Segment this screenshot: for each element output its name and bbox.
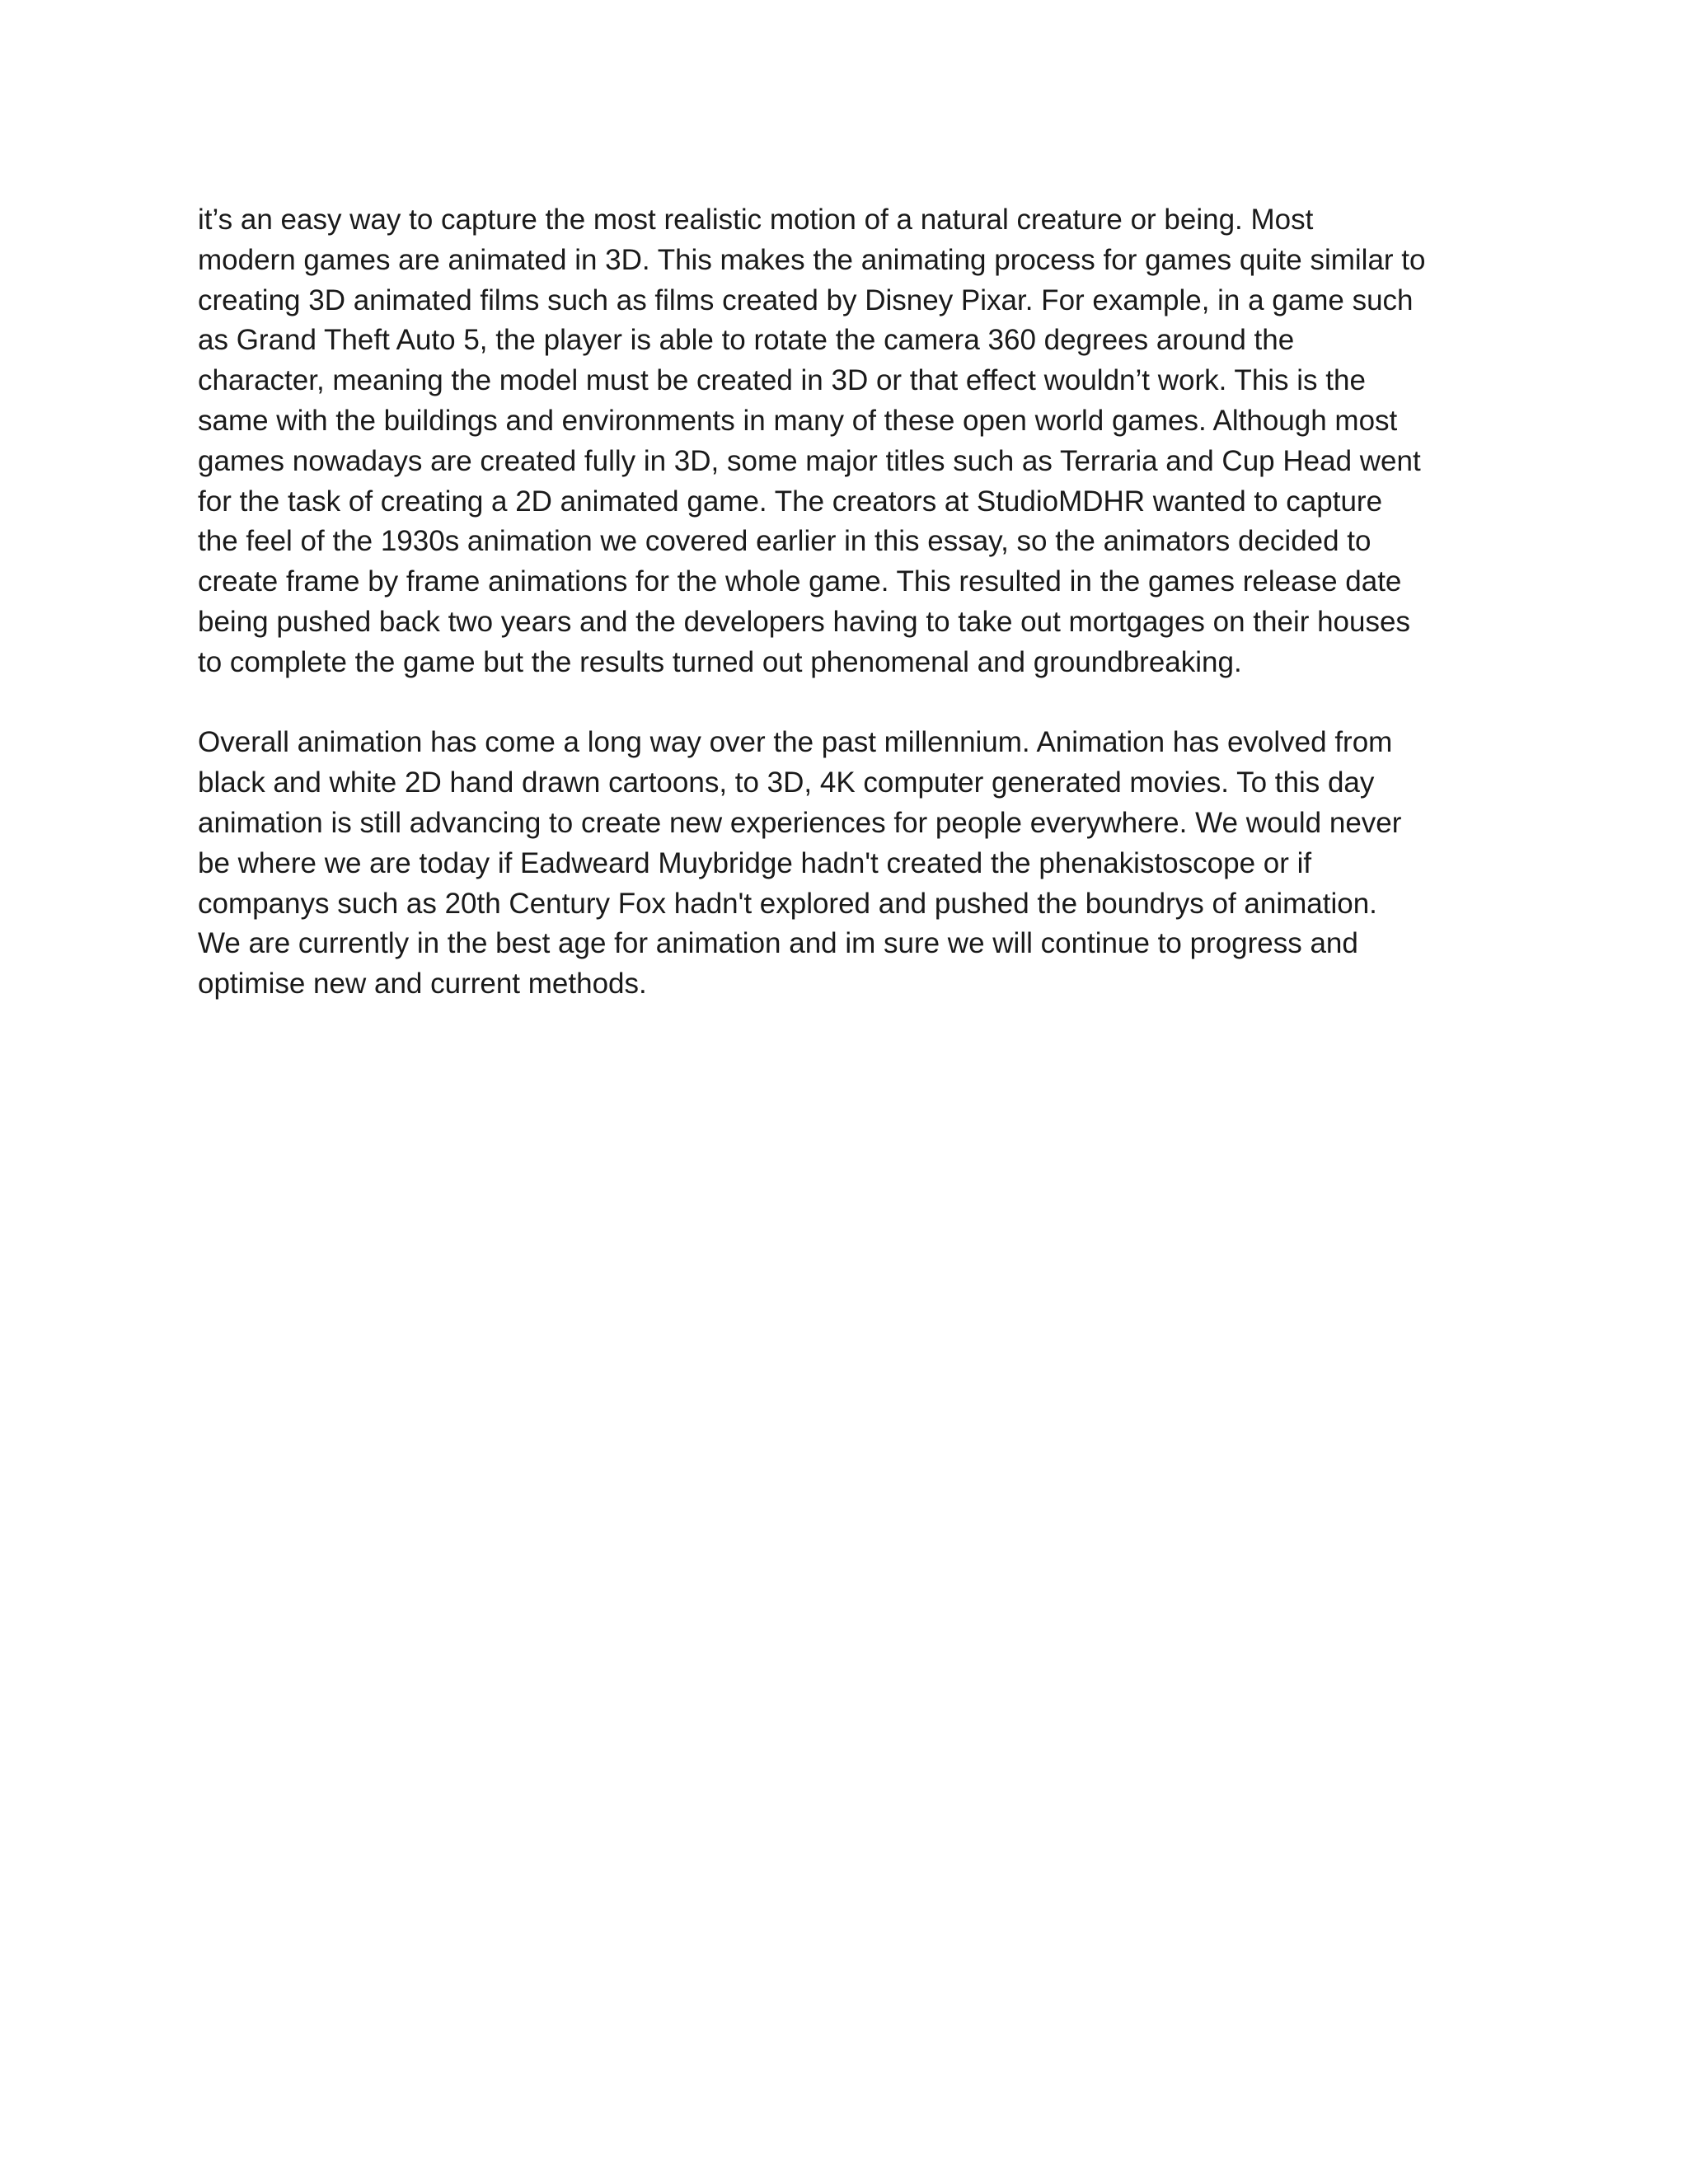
text-line: to complete the game but the results turned out phenomenal and groundbreaking.: [198, 645, 1242, 678]
text-line: it’s an easy way to capture the most realistic motion of a natural creature or being. Most: [198, 204, 1314, 236]
text-line: creating 3D animated films such as films created by Disney Pixar. For example, in a game such: [198, 284, 1414, 316]
text-line: as Grand Theft Auto 5, the player is able to rotate the camera 360 degrees around the: [198, 324, 1295, 357]
text-line: Overall animation has come a long way over the past millennium. Animation has evolved from: [198, 726, 1393, 759]
paragraph-spacer: [198, 683, 1500, 724]
text-line: being pushed back two years and the developers having to take out mortgages on their houses: [198, 605, 1410, 638]
text-line: black and white 2D hand drawn cartoons, to 3D, 4K computer generated movies. To this day: [198, 766, 1375, 799]
text-line: modern games are animated in 3D. This makes the animating process for games quite similar to: [198, 243, 1426, 276]
text-line: We are currently in the best age for animation and im sure we will continue to progress and: [198, 927, 1358, 960]
text-line: games nowadays are created fully in 3D, some major titles such as Terraria and Cup Head went: [198, 444, 1421, 477]
text-line: for the task of creating a 2D animated game. The creators at StudioMDHR wanted to capture: [198, 485, 1383, 518]
paragraph-2: [198, 723, 1500, 1005]
text-line: companys such as 20th Century Fox hadn't explored and pushed the boundrys of animation.: [198, 887, 1377, 920]
text-line: the feel of the 1930s animation we covered earlier in this essay, so the animators decided to: [198, 525, 1372, 558]
body-text: [198, 200, 1500, 1005]
text-line: optimise new and current methods.: [198, 968, 647, 1001]
paragraph-1: [198, 200, 1500, 683]
text-line: animation is still advancing to create new experiences for people everywhere. We would never: [198, 806, 1402, 839]
text-line: be where we are today if Eadweard Muybridge hadn't created the phenakistoscope or if: [198, 846, 1312, 879]
text-line: character, meaning the model must be created in 3D or that effect wouldn’t work. This is the: [198, 364, 1366, 397]
text-line: same with the buildings and environments in many of these open world games. Although most: [198, 404, 1398, 437]
text-line: create frame by frame animations for the whole game. This resulted in the games release date: [198, 565, 1402, 598]
